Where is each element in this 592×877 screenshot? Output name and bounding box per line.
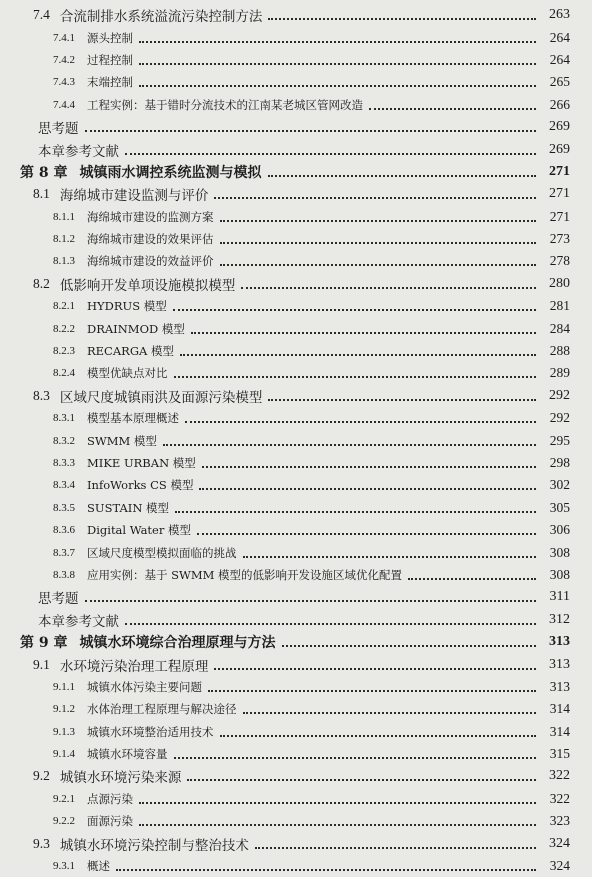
- toc-entry-sub: [0, 317, 592, 339]
- entry-number: 9.2.2: [53, 815, 75, 828]
- entry-title: 末端控制: [87, 75, 133, 90]
- entry-number: 7.4.3: [53, 76, 75, 89]
- entry-number: 8.3.5: [53, 501, 75, 514]
- entry-title: MIKE URBAN 模型: [87, 456, 196, 470]
- dot-leader: [208, 690, 536, 692]
- dot-leader: [175, 511, 536, 513]
- entry-title: Digital Water 模型: [87, 523, 192, 538]
- entry-page-number: 264: [549, 51, 570, 67]
- dot-leader: [220, 264, 537, 266]
- dot-leader: [243, 712, 537, 714]
- entry-number: 7.4.4: [53, 98, 75, 111]
- toc-entry-sub: [0, 541, 592, 563]
- entry-number: 第 9 章: [20, 635, 68, 652]
- entry-page-number: 312: [549, 611, 570, 627]
- toc-entry-sub: [0, 676, 592, 698]
- entry-title: 城镇水环境综合治理原理与方法: [79, 635, 276, 652]
- toc-entry-sub: [0, 71, 592, 93]
- dot-leader: [173, 309, 536, 311]
- dot-leader: [85, 130, 537, 132]
- dot-leader: [180, 354, 536, 356]
- dot-leader: [139, 824, 536, 826]
- dot-leader: [268, 18, 536, 20]
- entry-number: 8.2.2: [53, 322, 75, 335]
- toc-entry-sub: [0, 788, 592, 810]
- entry-number: 8.1.3: [53, 255, 75, 268]
- dot-leader: [125, 623, 536, 625]
- entry-title: 城镇水环境整治适用技术: [87, 724, 214, 739]
- dot-leader: [268, 399, 536, 401]
- toc-entry-section: [0, 183, 592, 205]
- entry-page-number: 280: [549, 275, 570, 291]
- entry-number: 9.1.3: [53, 725, 75, 738]
- entry-number: 9.3.1: [53, 860, 75, 873]
- entry-title: 面源污染: [87, 814, 133, 829]
- toc-entry-sub: [0, 250, 592, 272]
- dot-leader: [174, 376, 537, 378]
- toc-entry-sub: [0, 26, 592, 48]
- toc-entry-sub: [0, 49, 592, 71]
- toc-entry-section: [0, 832, 592, 854]
- entry-number: 8.3.6: [53, 524, 75, 537]
- entry-page-number: 263: [549, 7, 570, 23]
- entry-title: 水环境污染治理工程原理: [59, 658, 209, 675]
- dot-leader: [255, 847, 536, 849]
- dot-leader: [191, 332, 536, 334]
- toc-entry-plain: [0, 116, 592, 138]
- entry-page-number: 302: [549, 477, 570, 493]
- entry-number: 9.1: [33, 656, 50, 672]
- toc-entry-sub: [0, 452, 592, 474]
- dot-leader: [282, 645, 537, 647]
- entry-title: SWMM 模型: [87, 433, 157, 448]
- entry-page-number: 269: [549, 119, 570, 135]
- toc-entry-sub: [0, 206, 592, 228]
- toc-entry-sub: [0, 429, 592, 451]
- entry-page-number: 313: [549, 656, 570, 672]
- entry-page-number: 269: [549, 141, 570, 157]
- entry-number: 8.2: [33, 275, 50, 291]
- entry-number: 9.1.1: [53, 680, 75, 693]
- entry-title: 区域尺度模型模拟面临的挑战: [87, 545, 237, 560]
- entry-number: 8.3.8: [53, 568, 75, 581]
- entry-title: 低影响开发单项设施模拟模型: [59, 277, 236, 294]
- dot-leader: [241, 287, 536, 289]
- entry-page-number: 273: [549, 231, 570, 247]
- toc-entry-plain: [0, 138, 592, 160]
- toc-entry-sub: [0, 407, 592, 429]
- entry-page-number: 324: [549, 858, 570, 874]
- toc-entry-sub: [0, 228, 592, 250]
- dot-leader: [139, 63, 536, 65]
- entry-page-number: 314: [549, 723, 570, 739]
- entry-page-number: 323: [549, 813, 570, 829]
- dot-leader: [220, 735, 537, 737]
- dot-leader: [125, 153, 536, 155]
- entry-title: RECARGA 模型: [87, 344, 174, 359]
- dot-leader: [199, 488, 536, 490]
- dot-leader: [139, 802, 536, 804]
- entry-title: 海绵城市建设的效益评价: [87, 254, 214, 269]
- toc-entry-sub: [0, 362, 592, 384]
- entry-title: InfoWorks CS 模型: [87, 478, 194, 493]
- entry-title: 区域尺度城镇雨洪及面源污染模型: [59, 389, 263, 406]
- entry-title: HYDRUS 模型: [87, 299, 167, 314]
- entry-number: 7.4.2: [53, 53, 75, 66]
- toc-entry-chapter: [0, 161, 592, 183]
- entry-title: 工程实例：基于错时分流技术的江南某老城区管网改造: [87, 97, 363, 112]
- entry-title: 海绵城市建设监测与评价: [59, 188, 209, 205]
- toc-entry-plain: [0, 586, 592, 608]
- entry-page-number: 284: [549, 320, 570, 336]
- entry-page-number: 305: [549, 499, 570, 515]
- table-of-contents: [0, 4, 592, 877]
- toc-entry-sub: [0, 564, 592, 586]
- entry-page-number: 324: [549, 835, 570, 851]
- toc-entry-sub: [0, 519, 592, 541]
- entry-page-number: 313: [549, 634, 570, 650]
- dot-leader: [220, 220, 537, 222]
- entry-number: 8.3.3: [53, 457, 75, 469]
- entry-number: 9.2.1: [53, 792, 75, 805]
- toc-entry-sub: [0, 855, 592, 877]
- dot-leader: [202, 466, 536, 468]
- entry-title: 海绵城市建设的效果评估: [87, 232, 214, 247]
- entry-page-number: 288: [549, 343, 570, 359]
- entry-title: 思考题: [38, 591, 79, 608]
- entry-page-number: 315: [549, 746, 570, 762]
- entry-number: 8.2.1: [53, 300, 75, 313]
- entry-title: 模型基本原理概述: [87, 411, 179, 426]
- entry-title: 点源污染: [87, 791, 133, 806]
- entry-page-number: 314: [549, 701, 570, 717]
- entry-page-number: 313: [549, 678, 570, 694]
- toc-entry-sub: [0, 295, 592, 317]
- entry-title: 过程控制: [87, 52, 133, 67]
- entry-number: 7.4: [33, 7, 50, 23]
- entry-page-number: 322: [549, 768, 570, 784]
- toc-entry-section: [0, 4, 592, 26]
- entry-page-number: 295: [549, 432, 570, 448]
- dot-leader: [214, 668, 536, 670]
- entry-number: 8.3: [33, 387, 50, 403]
- entry-number: 9.2: [33, 768, 50, 784]
- entry-number: 第 8 章: [20, 164, 68, 181]
- entry-page-number: 308: [549, 566, 570, 582]
- dot-leader: [197, 533, 536, 535]
- toc-entry-sub: [0, 721, 592, 743]
- entry-title: 思考题: [38, 121, 79, 138]
- entry-number: 9.3: [33, 835, 50, 851]
- entry-page-number: 292: [549, 410, 570, 426]
- entry-page-number: 265: [549, 74, 570, 90]
- toc-entry-sub: [0, 474, 592, 496]
- entry-title: 本章参考文献: [38, 143, 119, 160]
- entry-number: 9.1.2: [53, 703, 75, 716]
- toc-entry-sub: [0, 497, 592, 519]
- entry-number: 8.3.2: [53, 434, 75, 447]
- entry-title: 城镇水环境污染控制与整治技术: [59, 837, 249, 854]
- entry-page-number: 266: [549, 96, 570, 112]
- dot-leader: [369, 108, 536, 110]
- entry-page-number: 271: [549, 163, 570, 179]
- toc-entry-sub: [0, 810, 592, 832]
- toc-entry-section: [0, 273, 592, 295]
- entry-page-number: 271: [549, 208, 570, 224]
- entry-page-number: 322: [549, 790, 570, 806]
- entry-page-number: 278: [549, 253, 570, 269]
- entry-page-number: 306: [549, 522, 570, 538]
- toc-entry-section: [0, 765, 592, 787]
- entry-number: 9.1.4: [53, 748, 75, 761]
- entry-title: SUSTAIN 模型: [87, 500, 170, 515]
- dot-leader: [187, 779, 536, 781]
- entry-title: 源头控制: [87, 30, 133, 45]
- entry-title: 模型优缺点对比: [87, 366, 168, 381]
- entry-page-number: 289: [549, 365, 570, 381]
- entry-number: 8.2.4: [53, 367, 75, 380]
- entry-number: 7.4.1: [53, 31, 75, 44]
- dot-leader: [85, 600, 537, 602]
- entry-number: 8.1.2: [53, 233, 75, 246]
- dot-leader: [408, 578, 536, 580]
- toc-entry-section: [0, 385, 592, 407]
- dot-leader: [139, 85, 536, 87]
- dot-leader: [243, 556, 537, 558]
- entry-title: DRAINMOD 模型: [87, 321, 185, 336]
- entry-page-number: 281: [549, 298, 570, 314]
- entry-title: 城镇水环境污染来源: [59, 770, 182, 787]
- entry-title: 合流制排水系统溢流污染控制方法: [59, 9, 263, 26]
- dot-leader: [116, 869, 536, 871]
- entry-title: 城镇水环境容量: [87, 747, 168, 762]
- dot-leader: [139, 41, 536, 43]
- entry-page-number: 308: [549, 544, 570, 560]
- toc-entry-plain: [0, 609, 592, 631]
- dot-leader: [220, 242, 537, 244]
- toc-entry-sub: [0, 94, 592, 116]
- entry-title: 水体治理工程原理与解决途径: [87, 702, 237, 717]
- entry-number: 8.1.1: [53, 210, 75, 223]
- entry-page-number: 264: [549, 29, 570, 45]
- entry-page-number: 292: [549, 387, 570, 403]
- entry-title: 应用实例：基于 SWMM 模型的低影响开发设施区域优化配置: [87, 567, 403, 582]
- dot-leader: [185, 421, 536, 423]
- toc-entry-chapter: [0, 631, 592, 653]
- entry-title: 概述: [87, 859, 110, 874]
- entry-number: 8.3.4: [53, 479, 75, 492]
- dot-leader: [174, 757, 537, 759]
- dot-leader: [163, 444, 536, 446]
- entry-title: 海绵城市建设的监测方案: [87, 209, 214, 224]
- entry-page-number: 311: [549, 589, 570, 605]
- toc-entry-sub: [0, 698, 592, 720]
- entry-number: 8.2.3: [53, 345, 75, 358]
- toc-entry-section: [0, 653, 592, 675]
- entry-number: 8.3.7: [53, 546, 75, 559]
- toc-entry-sub: [0, 340, 592, 362]
- entry-page-number: 298: [549, 455, 570, 470]
- entry-page-number: 271: [549, 186, 570, 202]
- entry-title: 本章参考文献: [38, 613, 119, 630]
- dot-leader: [214, 197, 536, 199]
- entry-number: 8.3.1: [53, 412, 75, 425]
- entry-title: 城镇水体污染主要问题: [87, 679, 202, 694]
- toc-entry-sub: [0, 743, 592, 765]
- entry-title: 城镇雨水调控系统监测与模拟: [79, 164, 262, 181]
- dot-leader: [268, 175, 537, 177]
- entry-number: 8.1: [33, 186, 50, 202]
